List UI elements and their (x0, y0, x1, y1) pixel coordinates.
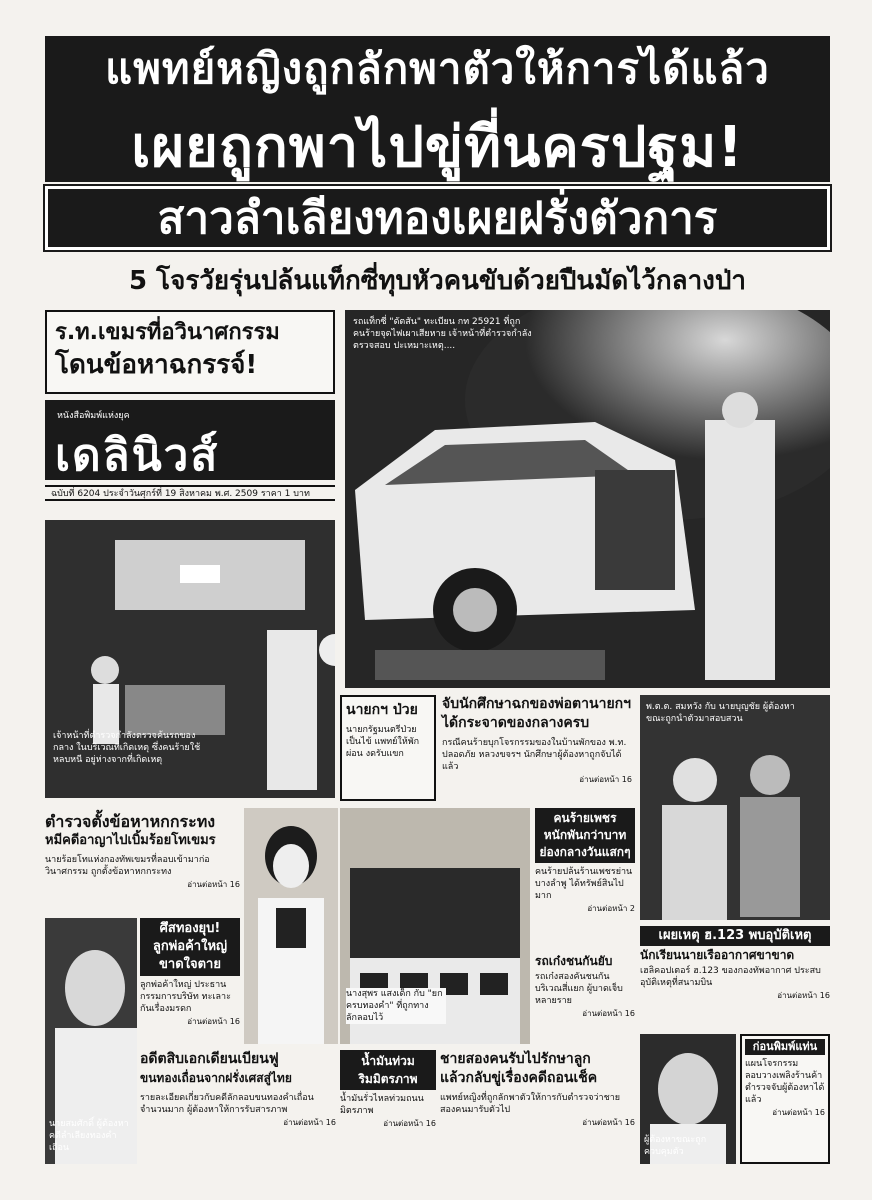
story-two-men (440, 1050, 635, 1166)
story-student (442, 695, 632, 801)
story-friends-title-1: น้ำมันท่วม (361, 1054, 415, 1068)
left-photo-car (45, 520, 335, 798)
side-teaser-line-2: โดนข้อหาฉกรรจ์! (55, 350, 258, 380)
story-friends-tag (340, 1050, 436, 1090)
story-gold-title-3: ขาดใจตาย (159, 957, 221, 972)
story-two-men-body: แพทย์หญิงที่ถูกลักพาตัวให้การกับตำรวจว่าชายสองคนมารับตัวไป (440, 1093, 621, 1115)
story-student-title-1: จับนักศึกษาฉกของพ่อตานายกฯ (442, 696, 631, 712)
story-friends-body: น้ำมันรั่วไหลท่วมถนนมิตรภาพ (340, 1094, 424, 1116)
masthead-slogan: หนังสือพิมพ์แห่งยุค (57, 411, 130, 421)
inside-box (740, 1034, 830, 1164)
woman-photo-graphic (244, 808, 338, 1044)
story-sgt-title: รถเก๋งชนกันยับ (535, 954, 613, 968)
story-student-body: กรณีคนร้ายบุกโจรกรรมของในบ้านพักของ พ.ท. ปลอดภัย หลวงขจรฯ นักศึกษาผู้ต้องหาถูกจับได้แล้ว (442, 738, 627, 772)
story-police-more: อ่านต่อหน้า 16 (187, 880, 240, 889)
story-helicopter (640, 926, 830, 1030)
story-emb-title-1: อดีตสิบเอกเดียนเบียนฟู (140, 1051, 279, 1067)
side-teaser-line-1: ร.ท.เขมรที่อวินาศกรรม (55, 320, 280, 345)
side-teaser-box (45, 310, 335, 394)
story-gold-title-2: ลูกพ่อค้าใหญ่ (152, 939, 228, 954)
headline-line-2: เผยถูกพาไปขู่ที่นครปฐม! (131, 115, 744, 180)
story-gold-tag (140, 918, 240, 976)
story-friends-title-2: ริมมิตรภาพ (358, 1072, 418, 1086)
right-photo-suspects (640, 695, 830, 920)
story-emb-more: อ่านต่อหน้า 16 (283, 1118, 336, 1127)
left-bottom-photo (45, 918, 137, 1164)
main-headline (45, 36, 830, 182)
story-two-men-more: อ่านต่อหน้า 16 (582, 1118, 635, 1127)
story-sgt (535, 952, 635, 1042)
story-helicopter-more: อ่านต่อหน้า 16 (777, 991, 830, 1000)
story-jewel (535, 808, 635, 948)
story-gold-body: ลูกพ่อค้าใหญ่ ประธานกรรมการบริษัท ทะเลาะกันเรื่องมรดก (140, 980, 231, 1014)
headline-line-1: แพทย์หญิงถูกลักพาตัวให้การได้แล้ว (105, 44, 770, 93)
center-photo-caption: นางสุพร แสงเด็ก กับ "ยกครบทองคำ" ที่ถูกทางลักลอบไว้ (346, 988, 446, 1024)
story-emb (140, 1050, 336, 1166)
woman-photo (244, 808, 338, 1044)
masthead-name: เดลินิวส์ (55, 430, 220, 481)
story-jewel-tag (535, 808, 635, 863)
taxi-photo-graphic (345, 310, 830, 688)
story-police-body: นายร้อยโทแห่งกองทัพเขมรที่ลอบเข้ามาก่อวินาศกรรม ถูกตั้งข้อหาหกกระทง (45, 855, 210, 877)
center-photo-gold (340, 808, 530, 1044)
main-photo-caption: รถแท็กซี่ "ดัตสัน" ทะเบียน กท 25921 ที่ถูกคนร้ายจุดไฟเผาเสียหาย เจ้าหน้าที่ตำรวจกำลังตรวจสอบ ปะเหมาะเหตุ.... (353, 317, 532, 351)
subheadline: 5 โจรวัยรุ่นปล้นแท็กซี่ทุบหัวคนขับด้วยปืนมัดไว้กลางป่า (129, 265, 746, 296)
inside-item: แผนโจรกรรม (745, 1059, 799, 1069)
story-friends-more: อ่านต่อหน้า 16 (383, 1119, 436, 1128)
left-photo-caption: เจ้าหน้าที่ตำรวจกำลังตรวจค้นรถของกลาง ในบริเวณที่เกิดเหตุ ซึ่งคนร้ายใช้หลบหนี อยู่ห่างจากที่เกิดเหตุ (53, 731, 201, 765)
story-pm-body: นายกรัฐมนตรีป่วยเป็นไข้ แพทย์ให้พักผ่อน งดรับแขก (346, 725, 420, 759)
story-police-title-2: หมีคดีอาญาไปเบิ้มร้อยโทเขมร (45, 833, 216, 848)
story-student-title-2: ได้กระจาดของกลางครบ (442, 715, 590, 731)
story-two-men-title-1: ชายสองคนรับไปรักษาลูก (440, 1051, 591, 1067)
story-gold (140, 918, 240, 1046)
story-helicopter-title-2: นักเรียนนายเรืออากาศขาขาด (640, 948, 795, 962)
second-banner: สาวลำเลียงทองเผยฝรั่งตัวการ (45, 186, 830, 250)
story-friends (340, 1050, 436, 1166)
story-pm-title: นายกฯ ป่วย (346, 702, 418, 718)
story-police-title-1: ตำรวจตั้งข้อหาหกกระทง (45, 812, 216, 831)
story-helicopter-title-1: เผยเหตุ ฮ.123 พบอุบัติเหตุ (640, 926, 830, 946)
story-sgt-body: รถเก๋งสองคันชนกันบริเวณสี่แยก ผู้บาดเจ็บหลายราย (535, 972, 623, 1006)
story-helicopter-body: เฮลิคอปเตอร์ ฮ.123 ของกองทัพอากาศ ประสบอุบัติเหตุที่สนามบิน (640, 966, 821, 988)
story-emb-body: รายละเอียดเกี่ยวกับคดีลักลอบขนทองคำเถื่อนจำนวนมาก ผู้ต้องหาให้การรับสารภาพ (140, 1093, 314, 1115)
dateline: ฉบับที่ 6204 ประจำวันศุกร์ที่ 19 สิงหาคม พ.ศ. 2509 ราคา 1 บาท (45, 485, 335, 501)
right-bottom-caption: ผู้ต้องหาขณะถูกควบคุมตัว (644, 1135, 707, 1157)
inside-box-title: ก่อนพิมพ์แท่น (745, 1039, 825, 1055)
inside-item: ลอบวางเพลิงร้านค้า (745, 1071, 823, 1081)
story-gold-title-1: ศึสทองยุบ! (159, 921, 221, 936)
story-police (45, 812, 240, 922)
main-photo-taxi (345, 310, 830, 688)
story-jewel-title-3: ย่องกลางวันแสกๆ (539, 845, 631, 859)
story-two-men-title-2: แล้วกลับขู่เรื่องคดีถอนเช็ค (440, 1070, 598, 1086)
left-bottom-caption: นายสมศักดิ์ ผู้ต้องหาคดีลำเลียงทองคำเถื่อน (49, 1119, 129, 1153)
suspects-photo-graphic (640, 695, 830, 920)
story-jewel-body: คนร้ายปล้นร้านเพชรย่านบางลำพู ได้ทรัพย์สินไปมาก (535, 867, 633, 901)
inside-box-more: อ่านต่อหน้า 16 (772, 1108, 825, 1117)
right-photo-caption: พ.ต.ต. สมหวัง กับ นายบุญชัย ผู้ต้องหาขณะถูกนำตัวมาสอบสวน (646, 702, 795, 724)
story-jewel-more: อ่านต่อหน้า 2 (587, 904, 635, 913)
story-sgt-more: อ่านต่อหน้า 16 (582, 1009, 635, 1018)
story-student-more: อ่านต่อหน้า 16 (579, 775, 632, 784)
story-emb-title-2: ขนทองเถื่อนจากฝรั่งเศสสู่ไทย (140, 1071, 292, 1085)
story-jewel-title-2: หนักพันกว่าบาท (543, 828, 627, 842)
story-gold-more: อ่านต่อหน้า 16 (187, 1017, 240, 1026)
story-pm-box (340, 695, 436, 801)
masthead (45, 400, 335, 480)
inside-item: ตำรวจจับผู้ต้องหาได้แล้ว (745, 1083, 825, 1105)
right-bottom-photo (640, 1034, 736, 1164)
story-jewel-title-1: คนร้ายเพชร (553, 811, 617, 825)
